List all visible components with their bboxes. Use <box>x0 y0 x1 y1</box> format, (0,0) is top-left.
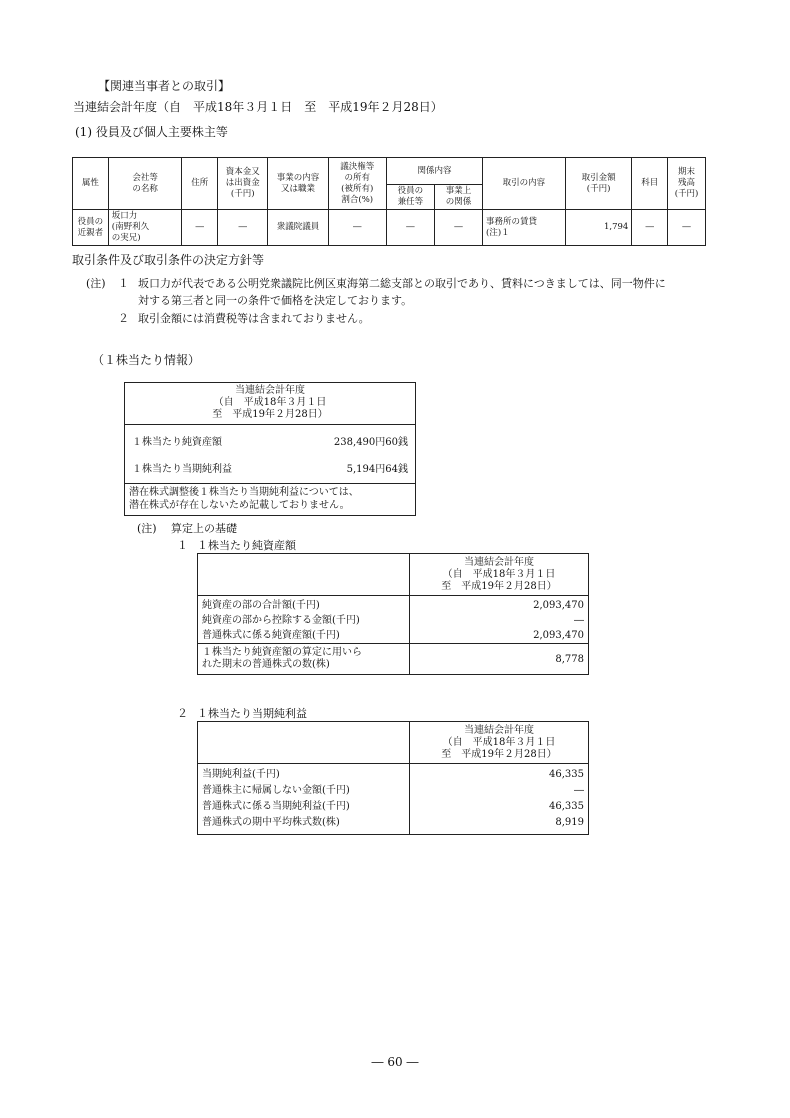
header-transaction: 取引の内容 <box>483 158 566 210</box>
basis2-row-label: 普通株式の期中平均株式数(株) <box>202 817 340 828</box>
period-line: 当連結会計年度（自 平成18年３月１日 至 平成19年２月28日） <box>73 100 443 114</box>
basis2-row-label: 普通株式に係る当期純利益(千円) <box>202 801 350 812</box>
cell-company: 坂口力 (南野利久 の実兄) <box>108 210 182 246</box>
header-relation: 関係内容 <box>386 158 482 185</box>
net-assets-value: 238,490円60銭 <box>333 437 408 448</box>
basis1-last-label: １株当たり純資産額の算定に用いら れた期末の普通株式の数(株) <box>198 644 410 675</box>
cell-account: ― <box>632 210 668 246</box>
net-assets-label: １株当たり純資産額 <box>132 437 222 448</box>
basis1-row-label: 普通株式に係る純資産額(千円) <box>202 630 340 641</box>
cell-balance: ― <box>668 210 706 246</box>
cell-attr: 役員の 近親者 <box>73 210 109 246</box>
per-share-title: （１株当たり情報） <box>92 353 201 367</box>
cell-officers: ― <box>386 210 434 246</box>
basis2-row-label: 当期純利益(千円) <box>202 769 280 780</box>
note-1-text-a: 坂口力が代表である公明党衆議院比例区東海第二総支部との取引であり、賃料につきましては、同一物件に <box>138 277 666 290</box>
per-share-box <box>124 382 416 516</box>
related-party-table <box>72 157 706 246</box>
note-label: (注) <box>86 277 106 290</box>
basis2-number: ２ <box>177 707 188 720</box>
basis1-row-label: 純資産の部から控除する金額(千円) <box>202 615 360 626</box>
basis2-title: １株当たり当期純利益 <box>197 707 307 720</box>
net-income-label: １株当たり当期純利益 <box>132 464 232 475</box>
header-officers: 役員の 兼任等 <box>386 185 434 210</box>
header-amount: 取引金額 (千円) <box>565 158 631 210</box>
basis2-row-value: 46,335 <box>549 801 584 812</box>
header-attr: 属性 <box>73 158 109 210</box>
header-balance: 期末 残高 (千円) <box>668 158 706 210</box>
section-title: 【関連当事者との取引】 <box>98 79 231 93</box>
basis2-period-head: 当連結会計年度 （自 平成18年３月１日 至 平成19年２月28日） <box>410 722 589 764</box>
header-business-rel: 事業上 の関係 <box>434 185 482 210</box>
note-1-number: １ <box>118 277 129 290</box>
basis1-last-value: 8,778 <box>410 644 589 675</box>
header-voting: 議決権等 の所有 (被所有) 割合(%) <box>328 158 386 210</box>
basis2-table <box>197 721 589 835</box>
header-capital: 資本金又 は出資金 (千円) <box>218 158 268 210</box>
basis1-row-label: 純資産の部の合計額(千円) <box>202 600 320 611</box>
note-2-number: ２ <box>118 312 129 325</box>
table-row <box>198 764 589 835</box>
cell-voting: ― <box>328 210 386 246</box>
basis1-title: １株当たり純資産額 <box>197 539 296 552</box>
cell-address: ― <box>182 210 218 246</box>
cell-capital: ― <box>218 210 268 246</box>
note-2-text: 取引金額には消費税等は含まれておりません。 <box>138 312 370 325</box>
cell-business: 衆議院議員 <box>268 210 328 246</box>
table-row <box>73 210 706 246</box>
basis1-blank-head <box>198 554 410 596</box>
basis2-row-value: ― <box>574 785 584 796</box>
basis-note-label: (注) <box>137 522 157 535</box>
basis1-row-value: ― <box>574 615 584 626</box>
subsection-title: (1) 役員及び個人主要株主等 <box>75 125 228 139</box>
cell-amount: 1,794 <box>565 210 631 246</box>
header-account: 科目 <box>632 158 668 210</box>
cell-business-rel: ― <box>434 210 482 246</box>
basis1-row-value: 2,093,470 <box>533 600 584 611</box>
basis2-row-value: 8,919 <box>555 817 584 828</box>
basis1-period-head: 当連結会計年度 （自 平成18年３月１日 至 平成19年２月28日） <box>410 554 589 596</box>
page-number: ― 60 ― <box>371 1055 419 1069</box>
basis-title: 算定上の基礎 <box>171 522 237 535</box>
basis2-row-value: 46,335 <box>549 769 584 780</box>
per-share-period-head: 当連結会計年度 （自 平成18年３月１日 至 平成19年２月28日） <box>125 383 415 425</box>
cell-transaction: 事務所の賃貸 (注)１ <box>483 210 566 246</box>
net-income-value: 5,194円64銭 <box>346 464 408 475</box>
net-assets-row <box>125 433 415 448</box>
header-business: 事業の内容 又は職業 <box>268 158 328 210</box>
diluted-note: 潜在株式調整後１株当たり当期純利益については、 潜在株式が存在しないため記載しておりません。 <box>125 483 415 515</box>
table-row <box>198 596 589 644</box>
basis1-table <box>197 553 589 675</box>
table-row <box>198 644 589 675</box>
basis1-number: １ <box>177 539 188 552</box>
basis2-row-label: 普通株主に帰属しない金額(千円) <box>202 785 350 796</box>
basis2-blank-head <box>198 722 410 764</box>
header-company: 会社等 の名称 <box>108 158 182 210</box>
net-income-row <box>125 460 415 475</box>
note-1-text-b: 対する第三者と同一の条件で価格を決定しております。 <box>138 294 413 307</box>
policy-title: 取引条件及び取引条件の決定方針等 <box>72 253 265 267</box>
basis1-row-value: 2,093,470 <box>533 630 584 641</box>
header-address: 住所 <box>182 158 218 210</box>
